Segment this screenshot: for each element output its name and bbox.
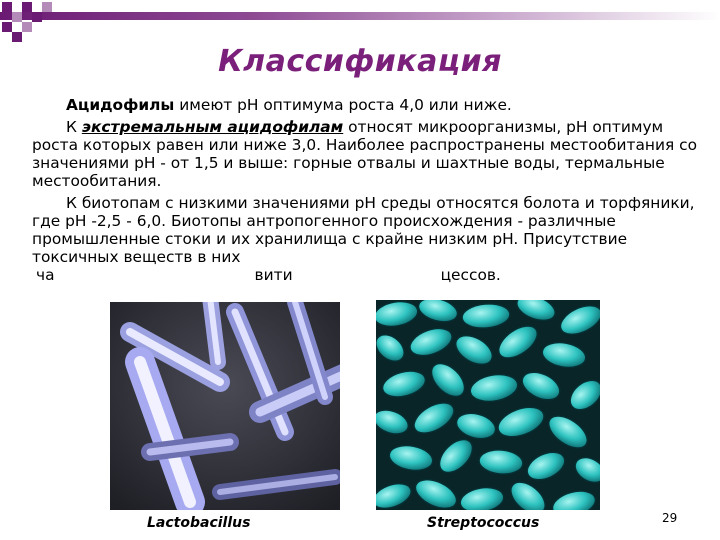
decor-square: [12, 32, 22, 42]
header-gradient-bar: [0, 12, 720, 20]
term-extreme-acidophiles: экстремальным ацидофилам: [81, 118, 344, 136]
partial-fragment: вити: [254, 266, 293, 284]
partial-fragment: ча: [36, 266, 55, 284]
decor-square: [32, 12, 42, 22]
paragraph-extreme-acidophiles: [32, 118, 702, 190]
caption-lactobacillus: Lactobacillus: [147, 515, 251, 531]
caption-streptococcus: Streptococcus: [427, 515, 540, 531]
paragraph-biotopes: [32, 194, 702, 284]
decor-square: [2, 22, 12, 32]
paragraph-biotopes-text: К биотопам с низкими значениями pH среды относятся болота и торфяники, где pH -2,5 - 6,0. Биотопы антропогенного происхождения - различные промышленные стоки и их хранилища с крайне низким pH. Присутствие токсичных веществ в них: [32, 194, 695, 266]
decor-square: [12, 12, 22, 22]
paragraph-extreme-text: относят микроорганизмы, pH оптимум роста которых равен или ниже 3,0. Наиболее распространены местообитания со значениями pH - от 1,5 и выше: горные отвалы и шахтные воды, термальные местообитания.: [32, 118, 698, 190]
page-number: 29: [662, 511, 678, 525]
streptococcus-illustration: [376, 300, 600, 510]
decor-square: [22, 2, 32, 12]
decor-square: [42, 2, 52, 12]
decor-square: [22, 22, 32, 32]
streptococcus-image: [376, 300, 600, 510]
partial-fragment: цессов.: [440, 266, 501, 284]
term-acidophiles: Ацидофилы: [66, 96, 175, 114]
lactobacillus-illustration: [110, 302, 340, 510]
paragraph-acidophiles-text: имеют pH оптимума роста 4,0 или ниже.: [174, 96, 512, 114]
paragraph-acidophiles: [32, 96, 702, 114]
paragraph-lead: К: [66, 118, 82, 136]
slide-title: Классификация: [218, 44, 502, 79]
decor-square: [2, 2, 12, 12]
slide-body: [32, 96, 702, 288]
lactobacillus-image: [110, 302, 340, 510]
